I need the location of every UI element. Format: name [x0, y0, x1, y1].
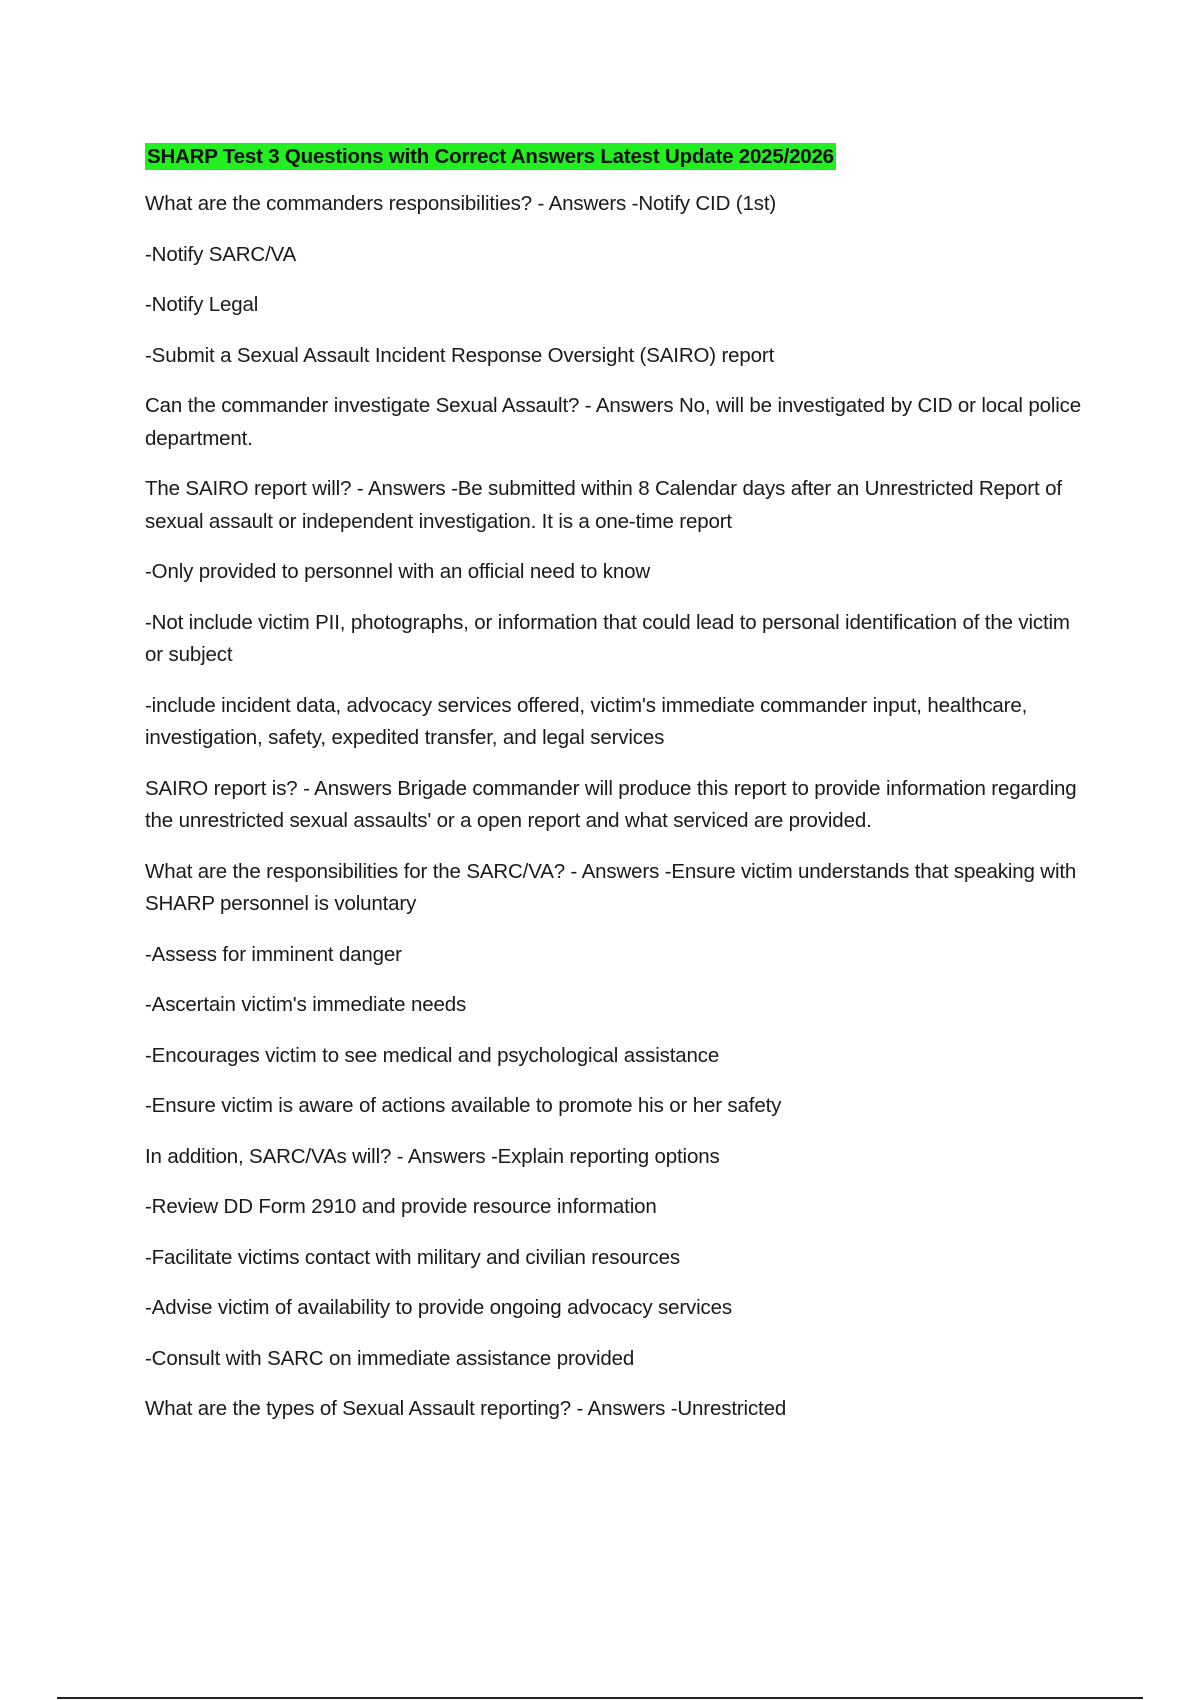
paragraph: The SAIRO report will? - Answers -Be submitted within 8 Calendar days after an Unrestricted Report of sexual assault or independent investigation. It is a one-time report: [145, 477, 1062, 533]
paragraph: -Consult with SARC on immediate assistance provided: [145, 1346, 635, 1370]
paragraph: -Not include victim PII, photographs, or information that could lead to personal identification of the victim or subject: [145, 610, 1070, 666]
paragraph: -Ascertain victim's immediate needs: [145, 993, 467, 1016]
document-body: [145, 143, 1090, 1444]
paragraph: -Review DD Form 2910 and provide resource information: [145, 1195, 657, 1218]
paragraph: -Encourages victim to see medical and psychological assistance: [145, 1043, 720, 1067]
document-title: SHARP Test 3 Questions with Correct Answers Latest Update 2025/2026: [147, 145, 834, 168]
paragraph: What are the responsibilities for the SARC/VA? - Answers -Ensure victim understands that speaking with SHARP personnel is voluntary: [145, 859, 1077, 915]
paragraph: -Facilitate victims contact with military and civilian resources: [145, 1245, 680, 1269]
paragraph: What are the types of Sexual Assault reporting? - Answers -Unrestricted: [145, 1397, 787, 1420]
paragraph: -Assess for imminent danger: [145, 942, 402, 966]
paragraph: SAIRO report is? - Answers Brigade commander will produce this report to provide information regarding the unrestricted sexual assaults' or a open report and what serviced are provided.: [145, 776, 1077, 832]
paragraph: In addition, SARC/VAs will? - Answers -Explain reporting options: [145, 1144, 720, 1168]
paragraph: -Notify SARC/VA: [145, 242, 297, 266]
paragraph: Can the commander investigate Sexual Assault? - Answers No, will be investigated by CID or local police department.: [145, 394, 1081, 450]
paragraph: -Only provided to personnel with an official need to know: [145, 560, 651, 583]
paragraph: -include incident data, advocacy services offered, victim's immediate commander input, healthcare, investigation, safety, expedited transfer, and legal services: [145, 693, 1028, 749]
paragraph: -Submit a Sexual Assault Incident Response Oversight (SAIRO) report: [145, 343, 775, 367]
paragraph: What are the commanders responsibilities? - Answers -Notify CID (1st): [145, 192, 777, 215]
paragraph: -Advise victim of availability to provide ongoing advocacy services: [145, 1296, 733, 1319]
paragraph: -Notify Legal: [145, 293, 259, 316]
paragraph: -Ensure victim is aware of actions available to promote his or her safety: [145, 1094, 782, 1117]
footer-divider: [57, 1697, 1143, 1699]
